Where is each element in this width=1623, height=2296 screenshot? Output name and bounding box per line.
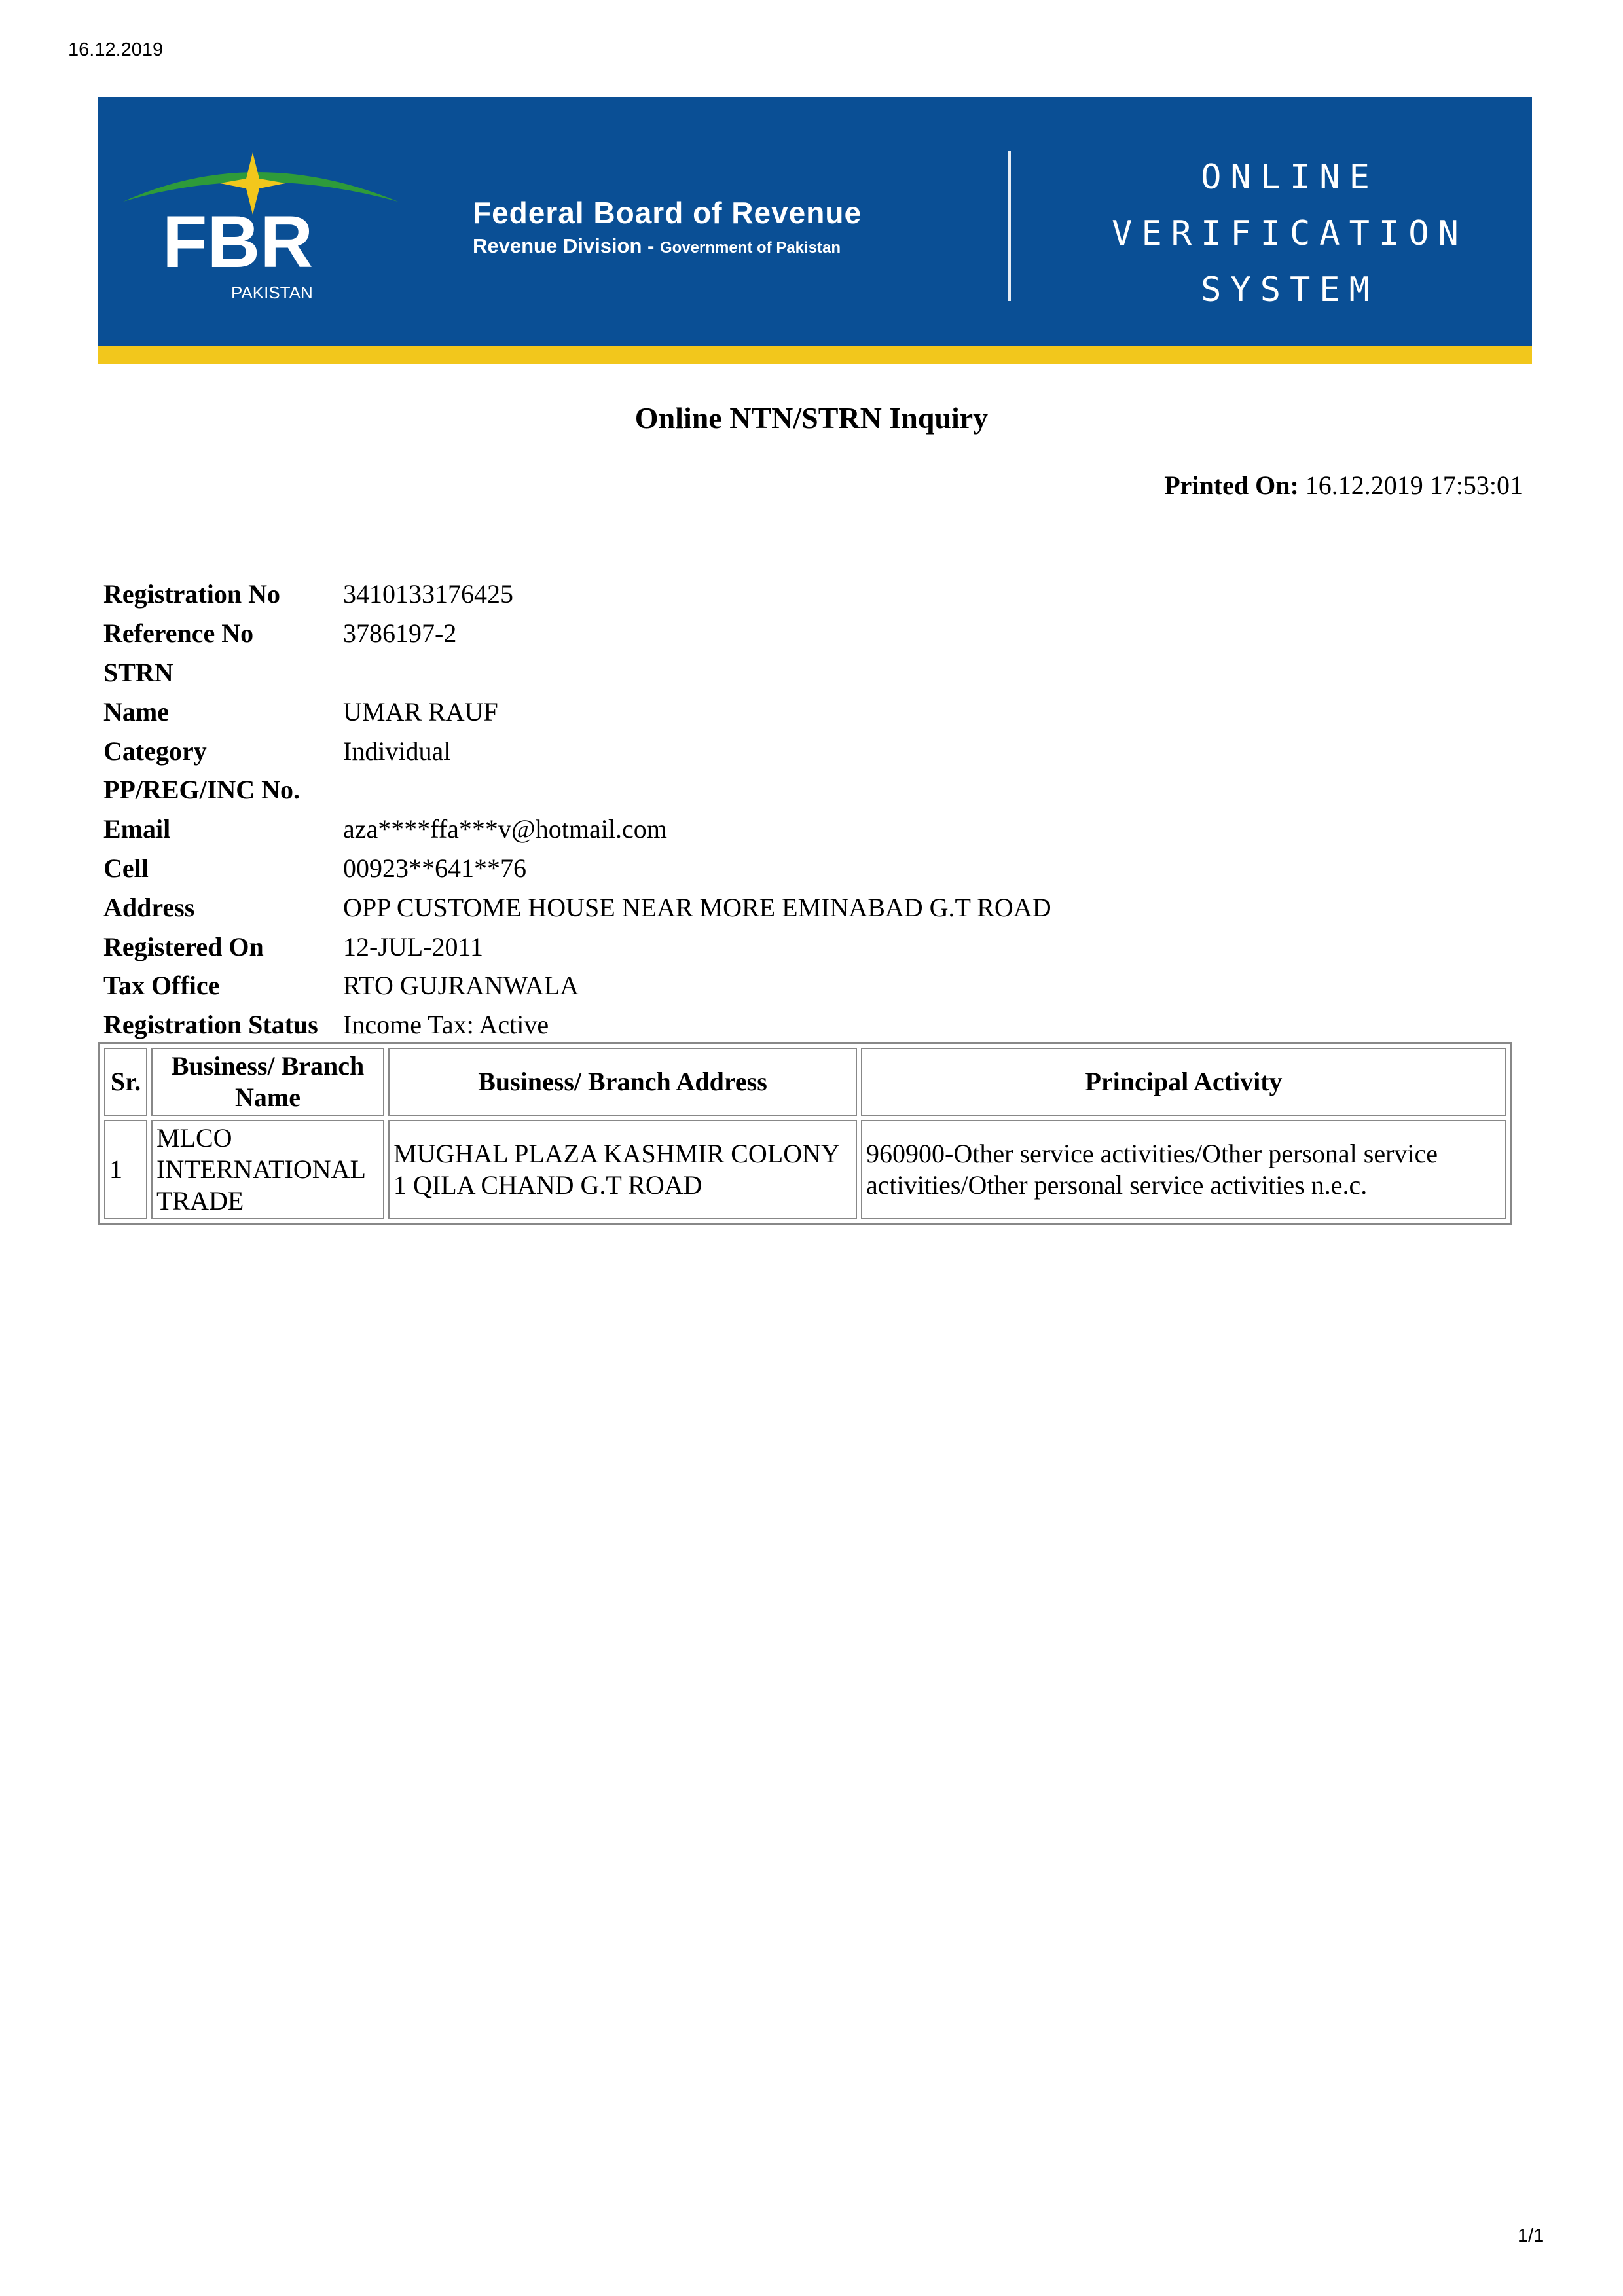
business-table-header [104, 1048, 1506, 1116]
business-table [98, 1042, 1512, 1225]
detail-label: PP/REG/INC No. [103, 775, 300, 805]
detail-row [103, 731, 1051, 770]
ovs-line-1: ONLINE [1201, 158, 1379, 197]
detail-label: Registration Status [103, 1010, 318, 1040]
verification-system-title [1093, 149, 1486, 318]
org-division [473, 234, 841, 258]
detail-row [103, 575, 1051, 614]
page-title: Online NTN/STRN Inquiry [634, 401, 989, 435]
detail-value: Individual [343, 736, 451, 766]
fbr-logo-country: PAKISTAN [231, 283, 313, 302]
detail-label: Registration No [103, 579, 280, 609]
cell-branch-name: MLCO INTERNATIONAL TRADE [151, 1120, 384, 1219]
detail-value [343, 653, 1051, 692]
detail-label: Cell [103, 853, 149, 883]
detail-value: OPP CUSTOME HOUSE NEAR MORE EMINABAD G.T ROAD [343, 892, 1051, 922]
detail-row [103, 849, 1051, 888]
detail-row [103, 614, 1051, 653]
detail-value: 3410133176425 [343, 579, 513, 609]
detail-label: Registered On [103, 931, 264, 961]
table-row [104, 1120, 1506, 1219]
org-name: Federal Board of Revenue [473, 196, 862, 230]
detail-label: Reference No [103, 619, 254, 649]
detail-value: 3786197-2 [343, 619, 457, 649]
detail-value: Income Tax: Active [343, 1010, 549, 1040]
header-sr: Sr. [104, 1048, 147, 1116]
ovs-line-2: VERIFICATION [1112, 214, 1468, 253]
print-date: 16.12.2019 [68, 39, 164, 60]
header-branch-address: Business/ Branch Address [388, 1048, 857, 1116]
detail-row [103, 692, 1051, 731]
detail-row [103, 927, 1051, 966]
cell-sr: 1 [104, 1120, 147, 1219]
government-text: Government of Pakistan [659, 239, 841, 257]
detail-value: 12-JUL-2011 [343, 931, 484, 961]
detail-label: Category [103, 736, 207, 766]
detail-value: RTO GUJRANWALA [343, 971, 579, 1001]
cell-branch-address: MUGHAL PLAZA KASHMIR COLONY 1 QILA CHAND G.T ROAD [388, 1120, 857, 1219]
detail-label: Name [103, 696, 169, 726]
detail-label: Tax Office [103, 971, 220, 1001]
cell-principal-activity: 960900-Other service activities/Other personal service activities/Other personal service activities n.e.c. [861, 1120, 1506, 1219]
header-principal-activity: Principal Activity [861, 1048, 1506, 1116]
detail-value: 00923**641**76 [343, 853, 526, 883]
ovs-line-3: SYSTEM [1201, 270, 1379, 310]
detail-row [103, 1005, 1051, 1045]
banner-stripe [98, 346, 1532, 364]
detail-value [343, 770, 1051, 810]
printed-on-value: 16.12.2019 17:53:01 [1305, 471, 1523, 500]
detail-label: Email [103, 814, 171, 844]
fbr-banner [98, 97, 1532, 364]
fbr-logo-text: FBR [162, 201, 314, 283]
detail-value: UMAR RAUF [343, 696, 498, 726]
detail-row [103, 770, 1051, 810]
registration-details [103, 575, 1051, 1045]
detail-label: STRN [103, 657, 173, 687]
detail-value: aza****ffa***v@hotmail.com [343, 814, 667, 844]
detail-row [103, 653, 1051, 692]
page-number: 1/1 [1518, 2225, 1544, 2246]
detail-row [103, 810, 1051, 849]
header-branch-name: Business/ Branch Name [151, 1048, 384, 1116]
banner-divider [1008, 151, 1011, 301]
detail-row [103, 966, 1051, 1005]
detail-label: Address [103, 892, 195, 922]
fbr-logo [117, 136, 405, 313]
printed-on [1164, 470, 1523, 501]
printed-on-label: Printed On: [1164, 471, 1299, 500]
division-text: Revenue Division - [473, 234, 660, 257]
detail-row [103, 888, 1051, 927]
